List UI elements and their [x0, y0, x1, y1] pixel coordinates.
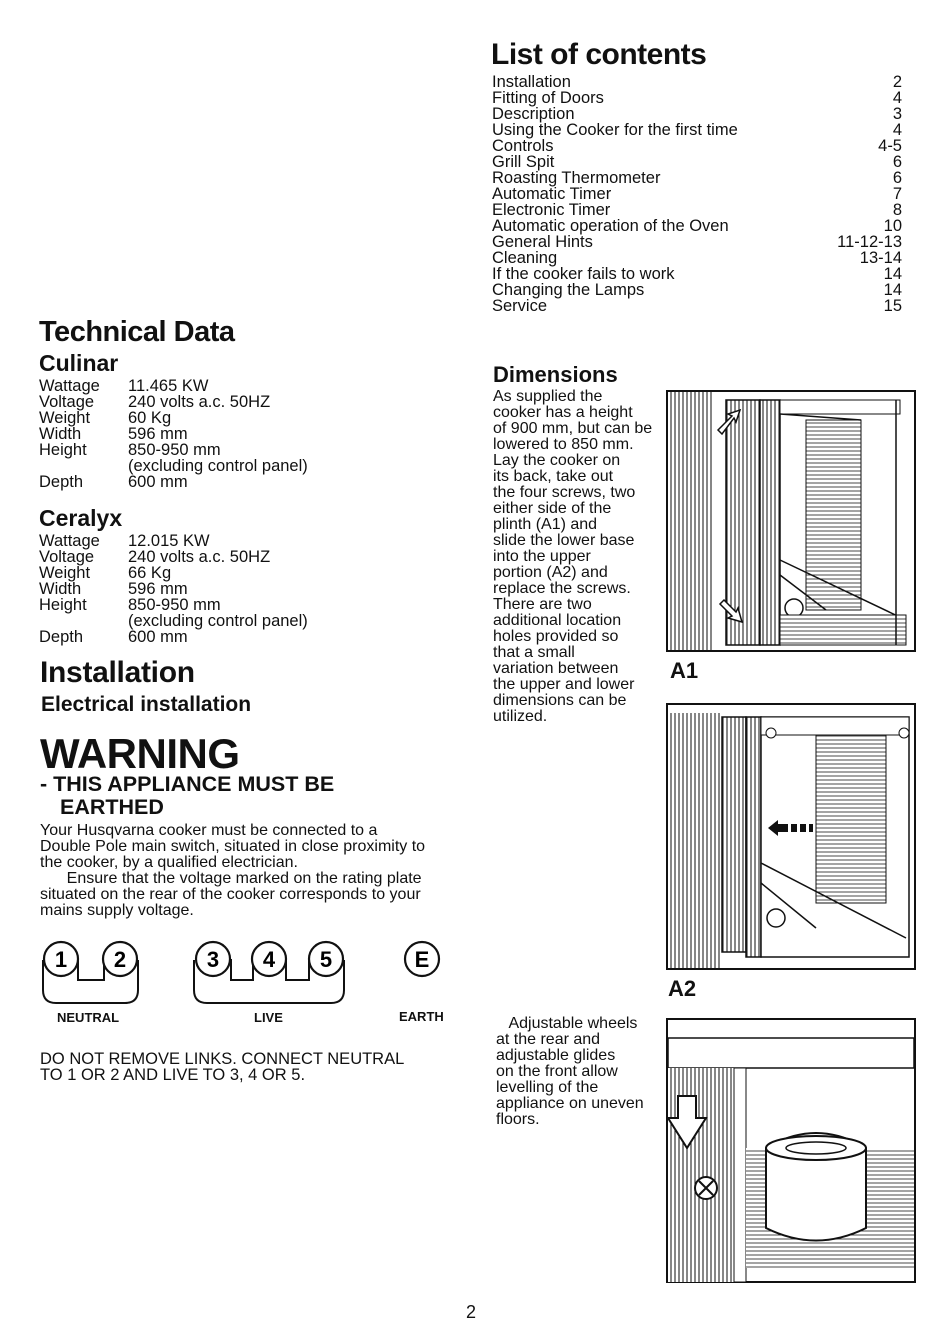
culinar-title: Culinar: [39, 350, 119, 376]
spec-key: Width: [39, 425, 82, 443]
contents-row: [492, 218, 902, 234]
installation-text-line: Ensure that the voltage marked on the rating plate: [40, 870, 422, 887]
spec-value: 596 mm: [128, 425, 188, 443]
contents-item-label: Grill Spit: [492, 153, 555, 171]
contents-item-page: 8: [892, 201, 902, 219]
terminal-4-number: 4: [262, 947, 276, 972]
contents-item-label: Automatic operation of the Oven: [492, 217, 729, 235]
contents-item-label: Changing the Lamps: [492, 281, 645, 299]
dimensions-text-line: either side of the: [493, 500, 612, 517]
wheel-illustration: [666, 1018, 916, 1283]
warning-sub-line-1: - THIS APPLIANCE MUST BE: [40, 772, 335, 796]
earth-label: EARTH: [399, 1009, 444, 1024]
contents-row: [492, 298, 902, 314]
spec-row: [39, 581, 308, 597]
spec-row: [39, 629, 308, 645]
dimensions-text-line: utilized.: [493, 708, 548, 725]
contents-row: [492, 186, 902, 202]
figure-a2-illustration: [666, 703, 916, 970]
spec-key: [39, 613, 128, 629]
contents-item-page: 6: [892, 153, 902, 171]
wheels-text-line: Adjustable wheels: [496, 1015, 638, 1032]
spec-key: Voltage: [39, 393, 95, 411]
contents-item-label: Description: [492, 105, 575, 123]
warning-sub-line-2: EARTHED: [60, 795, 164, 819]
installation-text-line: mains supply voltage.: [40, 902, 194, 919]
spec-row: [39, 474, 308, 490]
dimensions-text-line: that a small: [493, 644, 575, 661]
spec-value: 12.015 KW: [128, 532, 210, 550]
contents-item-label: Installation: [492, 73, 571, 91]
spec-row: [39, 426, 308, 442]
spec-row: [39, 410, 308, 426]
contents-list: [492, 74, 902, 314]
figure-a1-illustration: [666, 390, 916, 652]
spec-value: 240 volts a.c. 50HZ: [128, 393, 271, 411]
contents-row: [492, 74, 902, 90]
culinar-section: [39, 350, 308, 490]
spec-key: Weight: [39, 564, 91, 582]
terminal-3-number: 3: [206, 947, 220, 972]
contents-item-label: Controls: [492, 137, 554, 155]
dimensions-text-line: additional location: [493, 612, 622, 629]
spec-value: 11.465 KW: [128, 377, 209, 395]
spec-row: [39, 378, 308, 394]
contents-title: List of contents: [491, 38, 707, 71]
contents-item-label: General Hints: [492, 233, 593, 251]
wheels-text: [496, 1016, 644, 1128]
spec-key: Height: [39, 596, 87, 614]
installation-text-line: situated on the rear of the cooker corresponds to your: [40, 886, 421, 903]
live-terminal-group: [194, 942, 344, 1003]
contents-item-page: 4: [892, 89, 902, 107]
contents-item-label: Automatic Timer: [492, 185, 612, 203]
spec-value: 66 Kg: [128, 564, 172, 582]
contents-item-page: 14: [883, 281, 902, 299]
contents-item-page: 7: [892, 185, 902, 203]
spec-row: [39, 533, 308, 549]
spec-key: Depth: [39, 473, 84, 491]
dimensions-text-line: dimensions can be: [493, 692, 627, 709]
wheels-text-line: adjustable glides: [496, 1047, 616, 1064]
contents-item-page: 2: [892, 73, 902, 91]
installation-text-line: Your Husqvarna cooker must be connected to a: [40, 822, 378, 839]
spec-row: [39, 613, 308, 629]
spec-key: Wattage: [39, 377, 100, 395]
spec-row: [39, 394, 308, 410]
spec-key: Weight: [39, 409, 91, 427]
spec-row: [39, 549, 308, 565]
dimensions-text-line: lowered to 850 mm.: [493, 436, 634, 453]
contents-item-page: 4-5: [878, 137, 902, 155]
dimensions-text-line: There are two: [493, 596, 592, 613]
dimensions-text-line: replace the screws.: [493, 580, 631, 597]
wheels-text-line: appliance on uneven: [496, 1095, 644, 1112]
dimensions-text-line: portion (A2) and: [493, 564, 608, 581]
terminal-note-line-2: TO 1 OR 2 AND LIVE TO 3, 4 OR 5.: [40, 1066, 306, 1084]
spec-key: Width: [39, 580, 82, 598]
spec-value: (excluding control panel): [128, 612, 308, 630]
spec-value: (excluding control panel): [128, 457, 308, 475]
ceralyx-title: Ceralyx: [39, 505, 123, 531]
contents-row: [492, 282, 902, 298]
terminal-1-number: 1: [54, 947, 68, 972]
spec-key: Depth: [39, 628, 84, 646]
dimensions-text-line: the four screws, two: [493, 484, 636, 501]
contents-item-label: Electronic Timer: [492, 201, 611, 219]
contents-item-page: 10: [883, 217, 902, 235]
contents-row: [492, 122, 902, 138]
dimensions-title: Dimensions: [493, 362, 618, 387]
earth-terminal-group: [405, 942, 439, 976]
contents-row: [492, 234, 902, 250]
contents-item-page: 14: [883, 265, 902, 283]
culinar-spec-table: [39, 378, 308, 490]
installation-title: Installation: [40, 656, 195, 689]
electrical-installation-subtitle: Electrical installation: [41, 693, 252, 716]
dimensions-text-line: slide the lower base: [493, 532, 635, 549]
spec-row: [39, 458, 308, 474]
warning-subheading: [40, 773, 334, 819]
terminal-2-number: 2: [113, 947, 127, 972]
contents-item-label: Using the Cooker for the first time: [492, 121, 738, 139]
terminal-5-number: 5: [319, 947, 333, 972]
terminal-block-diagram: [36, 935, 456, 1015]
contents-item-page: 11-12-13: [837, 233, 902, 251]
contents-item-page: 3: [892, 105, 902, 123]
spec-key: Height: [39, 441, 87, 459]
spec-row: [39, 597, 308, 613]
dimensions-text-line: its back, take out: [493, 468, 614, 485]
spec-value: 60 Kg: [128, 409, 172, 427]
spec-value: 850-950 mm: [128, 441, 221, 459]
terminal-note-line-1: DO NOT REMOVE LINKS. CONNECT NEUTRAL: [40, 1050, 405, 1068]
contents-row: [492, 154, 902, 170]
dimensions-text-line: Lay the cooker on: [493, 452, 621, 469]
contents-item-page: 13-14: [859, 249, 902, 267]
spec-value: 600 mm: [128, 628, 188, 646]
installation-text-line: the cooker, by a qualified electrician.: [40, 854, 298, 871]
wheels-text-line: levelling of the: [496, 1079, 599, 1096]
dimensions-text: [493, 389, 652, 725]
warning-heading: WARNING: [40, 730, 240, 777]
figure-a1-label: A1: [670, 658, 699, 683]
spec-value: 596 mm: [128, 580, 188, 598]
spec-key: Voltage: [39, 548, 95, 566]
figure-a2-label: A2: [668, 976, 697, 1001]
contents-item-label: Service: [492, 297, 548, 315]
spec-row: [39, 565, 308, 581]
contents-item-page: 6: [892, 169, 902, 187]
contents-item-label: Roasting Thermometer: [492, 169, 661, 187]
contents-row: [492, 202, 902, 218]
page-number: 2: [466, 1302, 477, 1322]
dimensions-text-line: plinth (A1) and: [493, 516, 598, 533]
contents-item-label: Fitting of Doors: [492, 89, 604, 107]
contents-item-label: Cleaning: [492, 249, 558, 267]
spec-row: [39, 442, 308, 458]
contents-row: [492, 170, 902, 186]
ceralyx-section: [39, 505, 308, 645]
dimensions-text-line: cooker has a height: [493, 404, 633, 421]
dimensions-text-line: into the upper: [493, 548, 591, 565]
contents-row: [492, 90, 902, 106]
spec-key: Wattage: [39, 532, 100, 550]
contents-row: [492, 250, 902, 266]
neutral-terminal-group: [43, 942, 138, 1003]
dimensions-text-line: holes provided so: [493, 628, 619, 645]
earth-symbol: E: [414, 947, 430, 972]
dimensions-text-line: of 900 mm, but can be: [493, 420, 653, 437]
ceralyx-spec-table: [39, 533, 308, 645]
dimensions-text-line: the upper and lower: [493, 676, 635, 693]
contents-row: [492, 266, 902, 282]
spec-value: 850-950 mm: [128, 596, 221, 614]
wheels-text-line: floors.: [496, 1111, 540, 1128]
installation-text-line: Double Pole main switch, situated in close proximity to: [40, 838, 426, 855]
dimensions-text-line: variation between: [493, 660, 619, 677]
technical-data-title: Technical Data: [39, 316, 235, 348]
contents-item-page: 15: [883, 297, 902, 315]
live-label: LIVE: [254, 1010, 283, 1025]
spec-value: 240 volts a.c. 50HZ: [128, 548, 271, 566]
spec-value: 600 mm: [128, 473, 188, 491]
contents-item-page: 4: [892, 121, 902, 139]
wheels-text-line: at the rear and: [496, 1031, 601, 1048]
spec-key: [39, 458, 128, 474]
contents-row: [492, 138, 902, 154]
contents-item-label: If the cooker fails to work: [492, 265, 675, 283]
contents-row: [492, 106, 902, 122]
dimensions-text-line: As supplied the: [493, 388, 603, 405]
neutral-label: NEUTRAL: [57, 1010, 120, 1025]
wheels-text-line: on the front allow: [496, 1063, 618, 1080]
installation-text: [40, 823, 480, 919]
